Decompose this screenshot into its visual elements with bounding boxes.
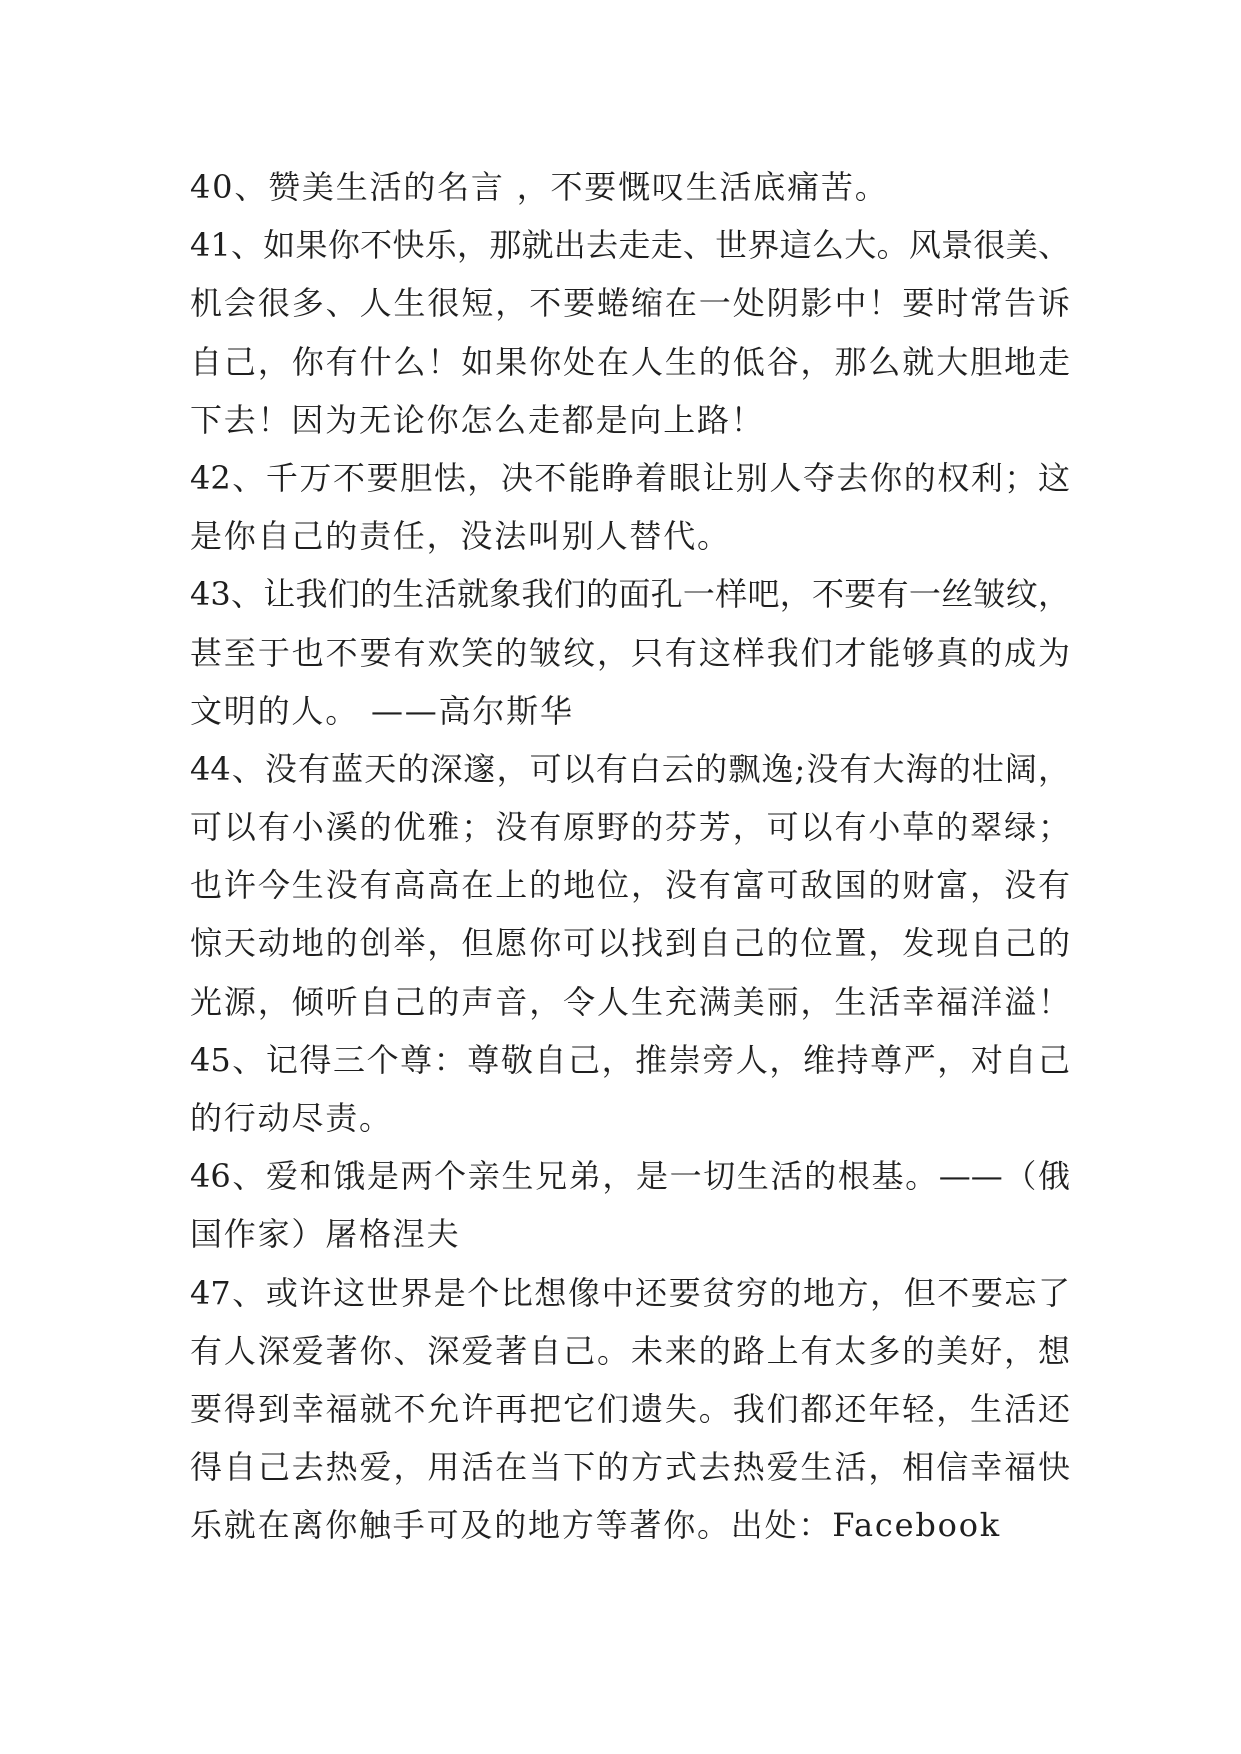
text-line: 可以有小溪的优雅；没有原野的芬芳，可以有小草的翠绿；: [190, 808, 1070, 847]
text-line: 有人深爱著你、深爱著自己。未来的路上有太多的美好，想: [190, 1331, 1070, 1370]
text-line: 42、千万不要胆怯，决不能睁着眼让别人夺去你的权利；这: [190, 458, 1070, 497]
text-line: 40、赞美生活的名言 ，不要慨叹生活底痛苦。: [190, 168, 889, 206]
text-line: 也许今生没有高高在上的地位，没有富可敌国的财富，没有: [190, 866, 1070, 905]
text-line: 下去！因为无论你怎么走都是向上路！: [190, 400, 765, 439]
text-line: 甚至于也不要有欢笑的皱纹，只有这样我们才能够真的成为: [190, 633, 1070, 672]
text-line: 得自己去热爱，用活在当下的方式去热爱生活，相信幸福快: [190, 1448, 1070, 1487]
text-line: 的行动尽责。: [190, 1099, 393, 1137]
text-line: 45、记得三个尊：尊敬自己，推崇旁人，维持尊严，对自己: [190, 1040, 1070, 1079]
text-line: 国作家）屠格涅夫: [190, 1215, 461, 1254]
text-line: 47、或许这世界是个比想像中还要贫穷的地方，但不要忘了: [190, 1273, 1070, 1312]
text-line: 文明的人。 ——高尔斯华: [190, 691, 574, 730]
text-line: 要得到幸福就不允许再把它们遗失。我们都还年轻，生活还: [190, 1389, 1070, 1428]
text-line: 乐就在离你触手可及的地方等著你。出处：Facebook: [190, 1506, 1001, 1545]
text-line: 41、如果你不快乐，那就出去走走、世界這么大。风景很美、: [190, 226, 1070, 265]
text-line: 46、爱和饿是两个亲生兄弟，是一切生活的根基。——（俄: [190, 1157, 1070, 1196]
quote-text-block: [190, 158, 1070, 1555]
text-line: 光源，倾听自己的声音，令人生充满美丽，生活幸福洋溢！: [190, 982, 1070, 1021]
text-line: 自己，你有什么！如果你处在人生的低谷，那么就大胆地走: [190, 342, 1070, 381]
text-line: 43、让我们的生活就象我们的面孔一样吧，不要有一丝皱纹，: [190, 575, 1070, 614]
text-line: 是你自己的责任，没法叫别人替代。: [190, 517, 731, 556]
text-line: 机会很多、人生很短，不要蜷缩在一处阴影中！要时常告诉: [190, 284, 1070, 323]
text-line: 44、没有蓝天的深邃，可以有白云的飘逸;没有大海的壮阔，: [190, 749, 1070, 788]
text-line: 惊天动地的创举，但愿你可以找到自己的位置，发现自己的: [190, 924, 1070, 963]
